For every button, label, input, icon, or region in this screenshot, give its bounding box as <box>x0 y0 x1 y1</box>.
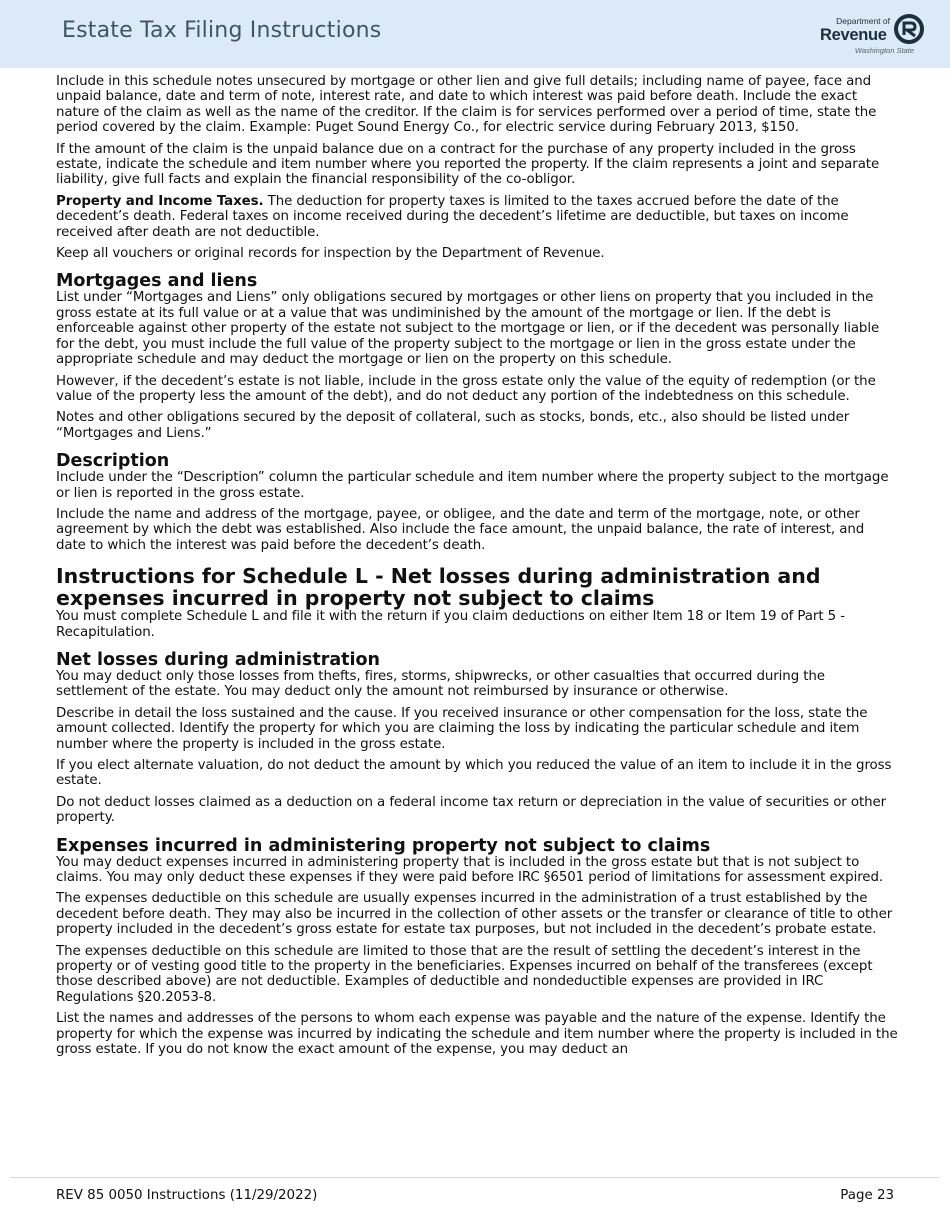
paragraph: Do not deduct losses claimed as a deduction on a federal income tax return or depreciation in the value of securities or other property. <box>56 794 887 826</box>
paragraph-property-taxes <box>56 194 898 240</box>
footer-page-number: Page 23 <box>840 1188 894 1203</box>
section-heading-mortgages: Mortgages and liens <box>56 271 258 292</box>
paragraph: The expenses deductible on this schedule are usually expenses incurred in the administration of a trust established by the decedent before death. They may also be incurred in the collection of other assets or the transfer or clearance of title to other property included in the decedent’s gross estate for estate tax purposes, but not included in the decedent’s probate estate. <box>56 891 893 938</box>
paragraph: List under “Mortgages and Liens” only obligations secured by mortgages or other liens on property that you included in the gross estate at its full value or at a value that was undiminished by the amount of the mortgage or lien. If the debt is enforceable against other property of the estate not subject to the mortgage or lien, or if the decedent was personally liable for the debt, you must include the full value of the property subject to the mortgage or lien in the gross estate under the appropriate schedule and may deduct the mortgage or lien on the property on this schedule. <box>56 290 880 368</box>
section-heading-description: Description <box>56 451 170 472</box>
paragraph: Notes and other obligations secured by the deposit of collateral, such as stocks, bonds, etc., also should be listed under “Mortgages and Liens.” <box>56 410 850 441</box>
paragraph: If the amount of the claim is the unpaid balance due on a contract for the purchase of any property included in the gross estate, indicate the schedule and item number where you reported the property. If the claim represents a joint and separate liability, give full facts and explain the financial responsibility of the co-obligor. <box>56 141 880 188</box>
paragraph: You may deduct expenses incurred in administering property that is included in the gross estate but that is not subject to claims. You may only deduct these expenses if they were paid before IRC §6501 period of limitations for assessment expired. <box>56 854 883 886</box>
paragraph: Describe in detail the loss sustained and the cause. If you received insurance or other compensation for the loss, state the amount collected. Identify the property for which you are claiming the loss by indicating the particular schedule and item number where the property is included in the gross estate. <box>56 705 868 752</box>
page-header <box>0 0 950 68</box>
footer-form-number: REV 85 0050 Instructions (11/29/2022) <box>56 1188 318 1203</box>
page-body <box>56 74 898 1064</box>
lead-in-text: Property and Income Taxes. <box>56 193 264 209</box>
footer-divider <box>10 1177 940 1178</box>
logo-emblem-icon <box>894 14 924 44</box>
document-title: Estate Tax Filing Instructions <box>62 18 382 43</box>
department-of-revenue-logo <box>818 14 928 58</box>
logo-department-text: Department of <box>836 16 890 26</box>
section-heading-schedule-l: Instructions for Schedule L - Net losses during administration and expenses incurred in property not subject to claims <box>56 564 821 611</box>
paragraph: If you elect alternate valuation, do not deduct the amount by which you reduced the value of an item to include it in the gross estate. <box>56 758 892 789</box>
paragraph: You must complete Schedule L and file it with the return if you claim deductions on either Item 18 or Item 19 of Part 5 - Recapitulation. <box>56 609 845 640</box>
logo-revenue-text: Revenue <box>820 26 887 44</box>
paragraph: List the names and addresses of the persons to whom each expense was payable and the nature of the expense. Identify the property for which the expense was incurred by indicating the schedule and item number where the property is included in the gross estate. If you do not know the exact amount of the expense, you may deduct an <box>56 1011 898 1058</box>
paragraph: However, if the decedent’s estate is not liable, include in the gross estate only the value of the equity of redemption (or the value of the property less the amount of the debt), and do not deduct any portion of the indebtedness on this schedule. <box>56 373 876 404</box>
paragraph: The expenses deductible on this schedule are limited to those that are the result of settling the decedent’s interest in the property or of vesting good title to the property in the beneficiaries. Expenses incurred on behalf of the transferees (except those described above) are not deductible. Examples of deductible and nondeductible expenses are provided in IRC Regulations §20.2053-8. <box>56 943 873 1005</box>
paragraph: Include under the “Description” column the particular schedule and item number where the property subject to the mortgage or lien is reported in the gross estate. <box>56 470 889 501</box>
logo-state-text: Washington State <box>854 46 914 55</box>
section-heading-expenses: Expenses incurred in administering property not subject to claims <box>56 835 711 856</box>
paragraph: Include the name and address of the mortgage, payee, or obligee, and the date and term of the mortgage, note, or other agreement by which the debt was established. Also include the face amount, the unpaid balance, the rate of interest, and date to which the interest was paid before the decedent’s death. <box>56 506 865 553</box>
section-heading-net-losses: Net losses during administration <box>56 649 380 670</box>
paragraph: Keep all vouchers or original records for inspection by the Department of Revenue. <box>56 246 605 262</box>
paragraph-text: The deduction for property taxes is limited to the taxes accrued before the date of the decedent’s death. Federal taxes on income received during the decedent’s lifetime are deductible, but taxes on income received after death are not deductible. <box>56 193 849 240</box>
paragraph: You may deduct only those losses from thefts, fires, storms, shipwrecks, or other casualties that occurred during the settlement of the estate. You may deduct only the amount not reimbursed by insurance or otherwise. <box>56 668 825 700</box>
paragraph: Include in this schedule notes unsecured by mortgage or other lien and give full details; including name of payee, face and unpaid balance, date and term of note, interest rate, and date to which interest was paid before death. Include the exact nature of the claim as well as the name of the creditor. If the claim is for services performed over a period of time, state the period covered by the claim. Example: Puget Sound Energy Co., for electric service during February 2013, $150. <box>56 74 877 136</box>
